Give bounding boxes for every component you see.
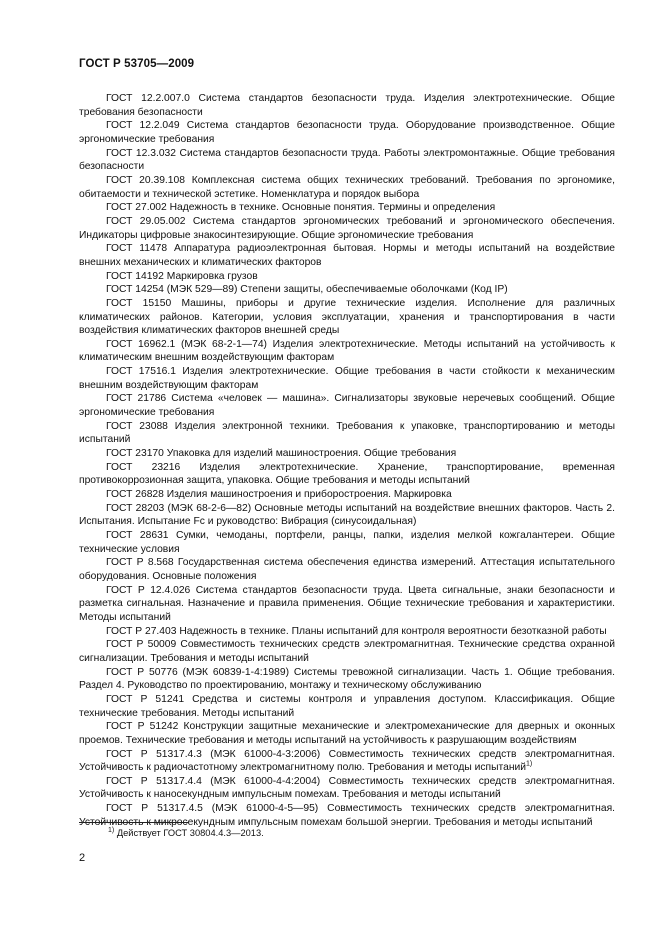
reference-item: ГОСТ Р 51317.4.5 (МЭК 61000-4-5—95) Совместимость технических средств электромагнитная. Устойчивость к микросекундным импульсным помехам большой энергии. Требования и методы испытаний [79, 803, 615, 828]
reference-item: ГОСТ 14254 (МЭК 529—89) Степени защиты, обеспечиваемые оболочками (Код IP) [106, 284, 508, 296]
reference-item: ГОСТ 28203 (МЭК 68-2-6—82) Основные методы испытаний на воздействие внешних факторов. Часть 2. Испытания. Испытание Fc и руководство: Вибрация (синусоидальная) [79, 502, 615, 528]
reference-item: ГОСТ Р 50009 Совместимость технических средств электромагнитная. Технические средства охранной сигнализации. Требования и методы испытаний [79, 639, 615, 664]
reference-item: ГОСТ Р 27.403 Надежность в технике. Планы испытаний для контроля вероятности безотказной работы [106, 625, 607, 637]
reference-item: ГОСТ 23216 Изделия электротехнические. Хранение, транспортирование, временная противокоррозионная защита, упаковка. Общие требования и методы испытаний [79, 461, 615, 487]
reference-item: ГОСТ 15150 Машины, приборы и другие технические изделия. Исполнение для различных климатических районов. Категории, условия эксплуатации, хранения и транспортирования в части воздействия климатических факторов внешней среды [79, 297, 615, 337]
reference-item: ГОСТ Р 8.568 Государственная система обеспечения единства измерений. Аттестация испытательного оборудования. Основные положения [79, 557, 615, 582]
reference-item: ГОСТ 11478 Аппаратура радиоэлектронная бытовая. Нормы и методы испытаний на воздействие внешних механических и климатических факторов [79, 243, 615, 268]
reference-item: ГОСТ 12.3.032 Система стандартов безопасности труда. Работы электромонтажные. Общие требования безопасности [79, 147, 615, 173]
footnote-text: Действует ГОСТ 30804.4.3—2013. [116, 828, 264, 838]
reference-item: ГОСТ 14192 Маркировка грузов [106, 270, 258, 282]
reference-item: ГОСТ Р 12.4.026 Система стандартов безопасности труда. Цвета сигнальные, знаки безопасности и разметка сигнальная. Назначение и правила применения. Общие технические требования и характеристики. Методы испытаний [79, 584, 615, 623]
reference-item: ГОСТ 23088 Изделия электронной техники. Требования к упаковке, транспортированию и методы испытаний [79, 420, 615, 446]
reference-item: ГОСТ 26828 Изделия машиностроения и приборостроения. Маркировка [106, 489, 452, 501]
normative-references-list [79, 92, 615, 829]
reference-item: ГОСТ 20.39.108 Комплексная система общих технических требований. Требования по эргономике, обитаемости и технической эстетике. Номенклатура и порядок выбора [79, 174, 615, 200]
reference-text: ГОСТ Р 51317.4.3 (МЭК 61000-4-3:2006) Совместимость технических средств электромагнитная. Устойчивость к радиочастотному электромагнитному полю. Требования и методы испытаний [79, 748, 615, 774]
reference-item: ГОСТ Р 51241 Средства и системы контроля и управления доступом. Классификация. Общие технические требования. Методы испытаний [79, 693, 615, 719]
reference-item: ГОСТ 17516.1 Изделия электротехнические. Общие требования в части стойкости к механическим внешним воздействующим факторам [79, 366, 615, 391]
reference-item: ГОСТ 16962.1 (МЭК 68-2-1—74) Изделия электротехнические. Методы испытаний на устойчивость к климатическим внешним воздействующим факторам [79, 338, 615, 364]
reference-item: ГОСТ 28631 Сумки, чемоданы, портфели, ранцы, папки, изделия мелкой кожгалантереи. Общие технические условия [79, 530, 615, 555]
footnote [108, 828, 264, 838]
footnote-divider [79, 822, 189, 823]
footnote-marker: 1) [108, 826, 115, 834]
reference-item: ГОСТ 29.05.002 Система стандартов эргономических требований и эргономического обеспечения. Индикаторы цифровые знакосинтезирующие. Общие эргономические требования [79, 215, 615, 241]
page-number: 2 [79, 852, 86, 864]
reference-item: ГОСТ Р 51317.4.4 (МЭК 61000-4-4:2004) Совместимость технических средств электромагнитная. Устойчивость к наносекундным импульсным помехам. Требования и методы испытаний [79, 775, 615, 801]
footnote-reference-mark: 1) [526, 760, 533, 768]
reference-item: ГОСТ 12.2.007.0 Система стандартов безопасности труда. Изделия электротехнические. Общие требования безопасности [79, 93, 615, 118]
reference-item-with-footnote [79, 748, 615, 775]
reference-item: ГОСТ Р 50776 (МЭК 60839-1-4:1989) Системы тревожной сигнализации. Часть 1. Общие требования. Раздел 4. Руководство по проектированию, монтажу и техническому обслуживанию [79, 666, 615, 692]
reference-item: ГОСТ Р 51242 Конструкции защитные механические и электромеханические для дверных и оконных проемов. Технические требования и методы испытаний на устойчивость к разрушающим воздействиям [79, 721, 615, 746]
reference-item: ГОСТ 21786 Система «человек — машина». Сигнализаторы звуковые неречевых сообщений. Общие эргономические требования [79, 393, 615, 419]
document-header: ГОСТ Р 53705—2009 [79, 58, 195, 70]
reference-item: ГОСТ 12.2.049 Система стандартов безопасности труда. Оборудование производственное. Общие эргономические требования [79, 120, 615, 145]
reference-item: ГОСТ 23170 Упаковка для изделий машиностроения. Общие требования [106, 448, 457, 460]
reference-item: ГОСТ 27.002 Надежность в технике. Основные понятия. Термины и определения [106, 202, 496, 214]
